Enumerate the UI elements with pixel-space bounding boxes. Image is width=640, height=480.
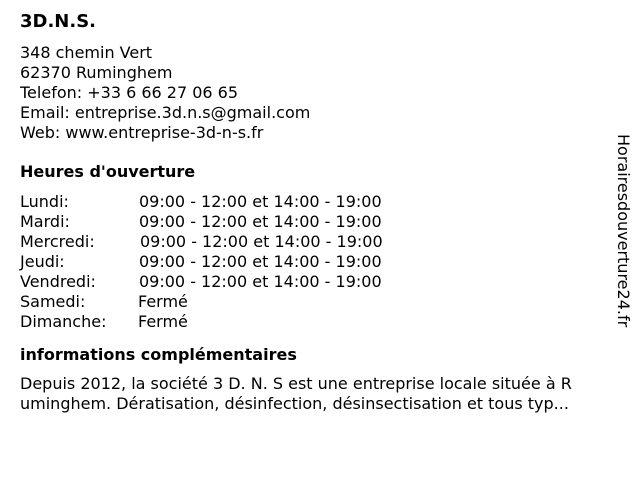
day-label: Mardi: bbox=[20, 212, 70, 231]
time-range: 09:00 - 12:00 et 14:00 - 19:00 bbox=[139, 192, 382, 211]
hours-row-saturday bbox=[20, 292, 610, 312]
opening-hours-list bbox=[20, 192, 610, 332]
day-label: Vendredi: bbox=[20, 272, 96, 291]
company-name: 3D.N.S. bbox=[20, 11, 97, 32]
day-label: Mercredi: bbox=[20, 232, 95, 251]
time-range: Fermé bbox=[138, 312, 188, 331]
address-block bbox=[20, 43, 610, 143]
hours-row-tuesday bbox=[20, 212, 610, 232]
opening-hours-heading: Heures d'ouverture bbox=[20, 162, 196, 181]
info-line: uminghem. Dératisation, désinfection, désinsectisation et tous typ... bbox=[20, 394, 569, 413]
day-label: Dimanche: bbox=[20, 312, 107, 331]
time-range: Fermé bbox=[138, 292, 188, 311]
day-label: Lundi: bbox=[20, 192, 69, 211]
time-range: 09:00 - 12:00 et 14:00 - 19:00 bbox=[140, 232, 383, 251]
time-range: 09:00 - 12:00 et 14:00 - 19:00 bbox=[139, 252, 382, 271]
additional-info-heading: informations complémentaires bbox=[20, 345, 297, 364]
street-address: 348 chemin Vert bbox=[20, 43, 153, 62]
hours-row-monday bbox=[20, 192, 610, 212]
day-label: Jeudi: bbox=[20, 252, 65, 271]
time-range: 09:00 - 12:00 et 14:00 - 19:00 bbox=[139, 272, 382, 291]
site-watermark: Horairesdouverture24.fr bbox=[614, 134, 633, 328]
time-range: 09:00 - 12:00 et 14:00 - 19:00 bbox=[139, 212, 382, 231]
business-card bbox=[20, 10, 610, 414]
additional-info-text bbox=[20, 374, 610, 414]
phone-line: Telefon: +33 6 66 27 06 65 bbox=[20, 83, 239, 102]
hours-row-thursday bbox=[20, 252, 610, 272]
postal-city: 62370 Ruminghem bbox=[20, 63, 173, 82]
info-line: Depuis 2012, la société 3 D. N. S est une entreprise locale située à R bbox=[20, 374, 572, 393]
hours-row-wednesday bbox=[20, 232, 610, 252]
web-line: Web: www.entreprise-3d-n-s.fr bbox=[20, 123, 264, 142]
hours-row-sunday bbox=[20, 312, 610, 332]
email-line: Email: entreprise.3d.n.s@gmail.com bbox=[20, 103, 311, 122]
day-label: Samedi: bbox=[20, 292, 86, 311]
hours-row-friday bbox=[20, 272, 610, 292]
